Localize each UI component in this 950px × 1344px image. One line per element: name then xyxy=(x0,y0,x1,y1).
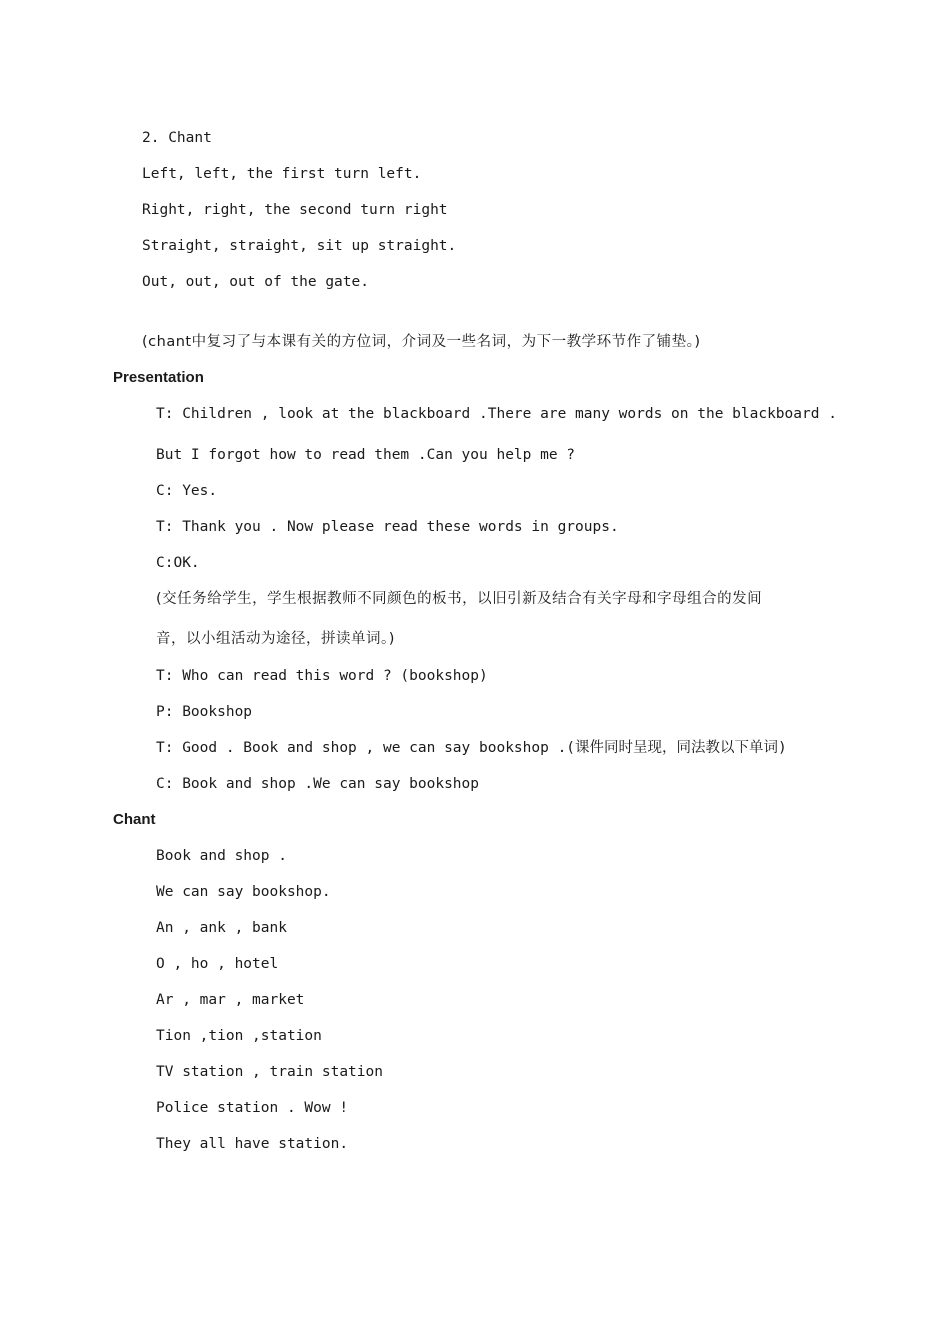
presentation-line: T: Thank you . Now please read these words in groups. xyxy=(156,519,619,535)
presentation-note: (交任务给学生，学生根据教师不同颜色的板书，以旧引新及结合有关字母和字母组合的发间 xyxy=(156,591,763,607)
presentation-line: P: Bookshop xyxy=(156,704,253,720)
presentation-line: T: Good . Book and shop , we can say bookshop .(课件同时呈现，同法教以下单词) xyxy=(156,740,787,756)
chant-intro-line: Out, out, out of the gate. xyxy=(142,274,369,290)
presentation-heading: Presentation xyxy=(113,369,204,386)
presentation-line: T: Children , look at the blackboard .There are many words on the blackboard . xyxy=(156,406,837,422)
chant-line: Police station . Wow ! xyxy=(156,1100,349,1116)
chant-intro-line: Left, left, the first turn left. xyxy=(142,166,422,182)
chant-intro-note: (chant中复习了与本课有关的方位词，介词及一些名词，为下一教学环节作了铺垫。) xyxy=(142,334,701,350)
chant-heading: Chant xyxy=(113,811,156,828)
chant-line: TV station , train station xyxy=(156,1064,383,1080)
chant-intro-line: Straight, straight, sit up straight. xyxy=(142,238,457,254)
presentation-line: T: Who can read this word ? (bookshop) xyxy=(156,668,488,684)
chant-line: We can say bookshop. xyxy=(156,884,331,900)
chant-line: An , ank , bank xyxy=(156,920,287,936)
presentation-line: C: Yes. xyxy=(156,483,218,499)
chant-intro-line: Right, right, the second turn right xyxy=(142,202,448,218)
chant-intro-heading: 2. Chant xyxy=(142,130,212,146)
chant-line: Tion ,tion ,station xyxy=(156,1028,322,1044)
presentation-line: C: Book and shop .We can say bookshop xyxy=(156,776,480,792)
presentation-line: C:OK. xyxy=(156,555,200,571)
chant-line: They all have station. xyxy=(156,1136,349,1152)
chant-line: Ar , mar , market xyxy=(156,992,305,1008)
chant-line: O , ho , hotel xyxy=(156,956,279,972)
chant-line: Book and shop . xyxy=(156,848,287,864)
presentation-note: 音，以小组活动为途径，拼读单词。) xyxy=(156,631,395,647)
presentation-line: But I forgot how to read them .Can you help me ? xyxy=(156,447,576,463)
